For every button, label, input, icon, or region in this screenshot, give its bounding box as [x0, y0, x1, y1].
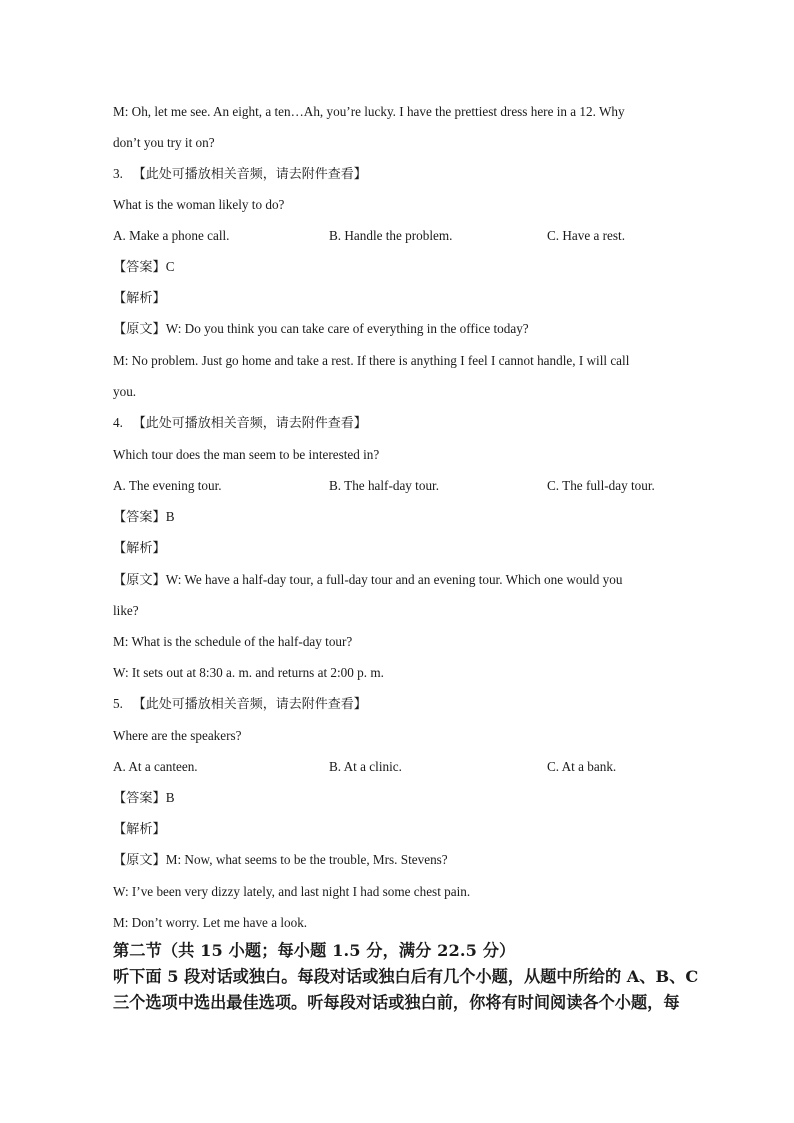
- option-a: A. The evening tour.: [113, 478, 222, 493]
- transcript-line: M: Don’t worry. Let me have a look.: [113, 915, 308, 930]
- transcript-line: 【原文】W: We have a half-day tour, a full-day tour and an evening tour. Which one would you: [113, 572, 623, 587]
- analysis-label: 【解析】: [113, 290, 166, 305]
- transcript-line: 【原文】W: Do you think you can take care of everything in the office today?: [113, 321, 529, 336]
- question-4-header: [113, 414, 683, 432]
- answer-label: 【答案】B: [113, 509, 175, 524]
- transcript-line: don’t you try it on?: [113, 135, 215, 150]
- section-instructions: 听下面 5 段对话或独白。每段对话或独白后有几个小题，从题中所给的 A、B、C: [113, 967, 699, 986]
- option-c: C. Have a rest.: [547, 228, 625, 243]
- transcript-line: like?: [113, 603, 139, 618]
- option-c: C. At a bank.: [547, 759, 617, 774]
- question-number: 4.: [113, 415, 123, 430]
- option-b: B. Handle the problem.: [329, 228, 453, 243]
- transcript-line: M: What is the schedule of the half-day tour?: [113, 634, 353, 649]
- section-heading: 第二节（共 15 小题；每小题 1.5 分，满分 22.5 分）: [113, 941, 516, 960]
- question-4-text: Which tour does the man seem to be interested in?: [113, 447, 380, 462]
- question-number: 5.: [113, 696, 123, 711]
- transcript-line: W: It sets out at 8:30 a. m. and returns at 2:00 p. m.: [113, 665, 384, 680]
- transcript-line: M: No problem. Just go home and take a rest. If there is anything I feel I cannot handle, I will call: [113, 353, 630, 368]
- option-b: B. The half-day tour.: [329, 478, 439, 493]
- option-b: B. At a clinic.: [329, 759, 402, 774]
- question-5-text: Where are the speakers?: [113, 728, 242, 743]
- audio-placeholder: 【此处可播放相关音频，请去附件查看】: [132, 166, 367, 181]
- question-3-text: What is the woman likely to do?: [113, 197, 285, 212]
- option-c: C. The full-day tour.: [547, 478, 655, 493]
- section-instructions: 三个选项中选出最佳选项。听每段对话或独白前，你将有时间阅读各个小题，每: [113, 993, 680, 1012]
- question-3-header: [113, 165, 683, 183]
- transcript-line: 【原文】M: Now, what seems to be the trouble, Mrs. Stevens?: [113, 852, 448, 867]
- question-number: 3.: [113, 166, 123, 181]
- answer-label: 【答案】C: [113, 259, 175, 274]
- analysis-label: 【解析】: [113, 540, 166, 555]
- transcript-line: you.: [113, 384, 137, 399]
- analysis-label: 【解析】: [113, 821, 166, 836]
- audio-placeholder: 【此处可播放相关音频，请去附件查看】: [132, 415, 367, 430]
- option-a: A. Make a phone call.: [113, 228, 230, 243]
- option-a: A. At a canteen.: [113, 759, 198, 774]
- answer-label: 【答案】B: [113, 790, 175, 805]
- transcript-line: W: I’ve been very dizzy lately, and last night I had some chest pain.: [113, 884, 471, 899]
- transcript-line: M: Oh, let me see. An eight, a ten…Ah, you’re lucky. I have the prettiest dress here in a 12. Why: [113, 104, 625, 119]
- question-5-header: [113, 695, 683, 713]
- audio-placeholder: 【此处可播放相关音频，请去附件查看】: [132, 696, 367, 711]
